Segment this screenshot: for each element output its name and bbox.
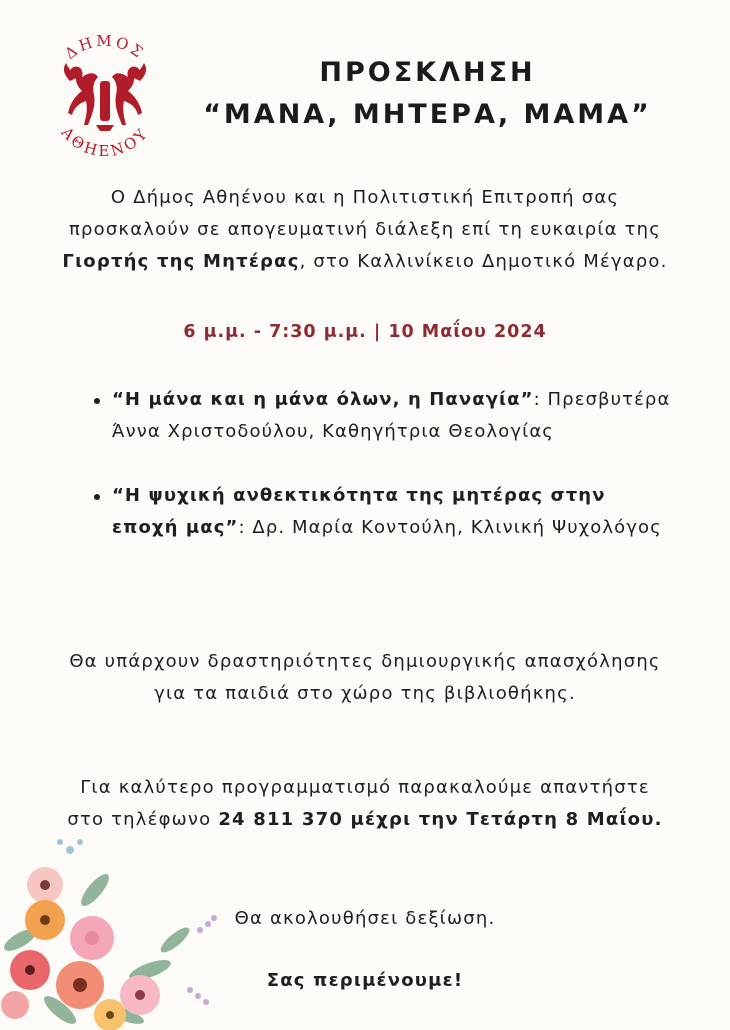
talk-speaker: : Πρεσβυτέρα Άννα Χριστοδούλου, Καθηγήτρια Θεολογίας [112,389,671,442]
rsvp-text: Για καλύτερο προγραμματισμό παρακαλούμε απαντήστε στο τηλέφωνο [67,777,650,830]
closing-text: Σας περιμένουμε! [266,970,464,991]
griffins-emblem-icon [64,63,146,131]
talk-speaker: : Δρ. Μαρία Κοντούλη, Κλινική Ψυχολόγος [238,517,662,538]
talks-list [90,384,672,576]
intro-text-after: , στο Καλλινίκειο Δημοτικό Μέγαρο. [299,251,668,272]
municipality-logo [40,35,170,165]
talk-item [112,384,672,448]
logo-bottom-text: ΑΘΗΕΝΟΥ [57,123,153,161]
intro-paragraph [60,182,670,278]
title-line-2: “ΜΑΝΑ, ΜΗΤΕΡΑ, ΜΑΜΑ” [203,99,652,130]
logo-top-text: ΔΗΜΟΣ [61,35,149,63]
title-line-1: ΠΡΟΣΚΛΗΣΗ [319,57,536,88]
invitation-title [185,52,670,136]
talk-title: “Η μάνα και η μάνα όλων, η Παναγία” [112,389,534,410]
rsvp-phone-deadline: 24 811 370 μέχρι την Τετάρτη 8 Μαΐου. [218,809,663,830]
activities-paragraph: Θα υπάρχουν δραστηριότητες δημιουργικής απασχόλησης για τα παιδιά στο χώρο της βιβλιοθήκης. [69,651,661,704]
event-datetime: 6 μ.μ. - 7:30 μ.μ. | 10 Μαΐου 2024 [183,322,547,342]
talk-title: “Η ψυχική ανθεκτικότητα της μητέρας στην εποχή μας” [112,485,606,538]
talk-item [112,480,672,544]
reception-paragraph: Θα ακολουθήσει δεξίωση. [234,908,496,929]
flower-bouquet-icon [0,820,240,1030]
intro-bold: Γιορτής της Μητέρας [62,251,300,272]
intro-text-before: Ο Δήμος Αθηένου και η Πολιτιστική Επιτροπή σας προσκαλούν σε απογευματινή διάλεξη επί τη ευκαιρία της [68,187,662,240]
